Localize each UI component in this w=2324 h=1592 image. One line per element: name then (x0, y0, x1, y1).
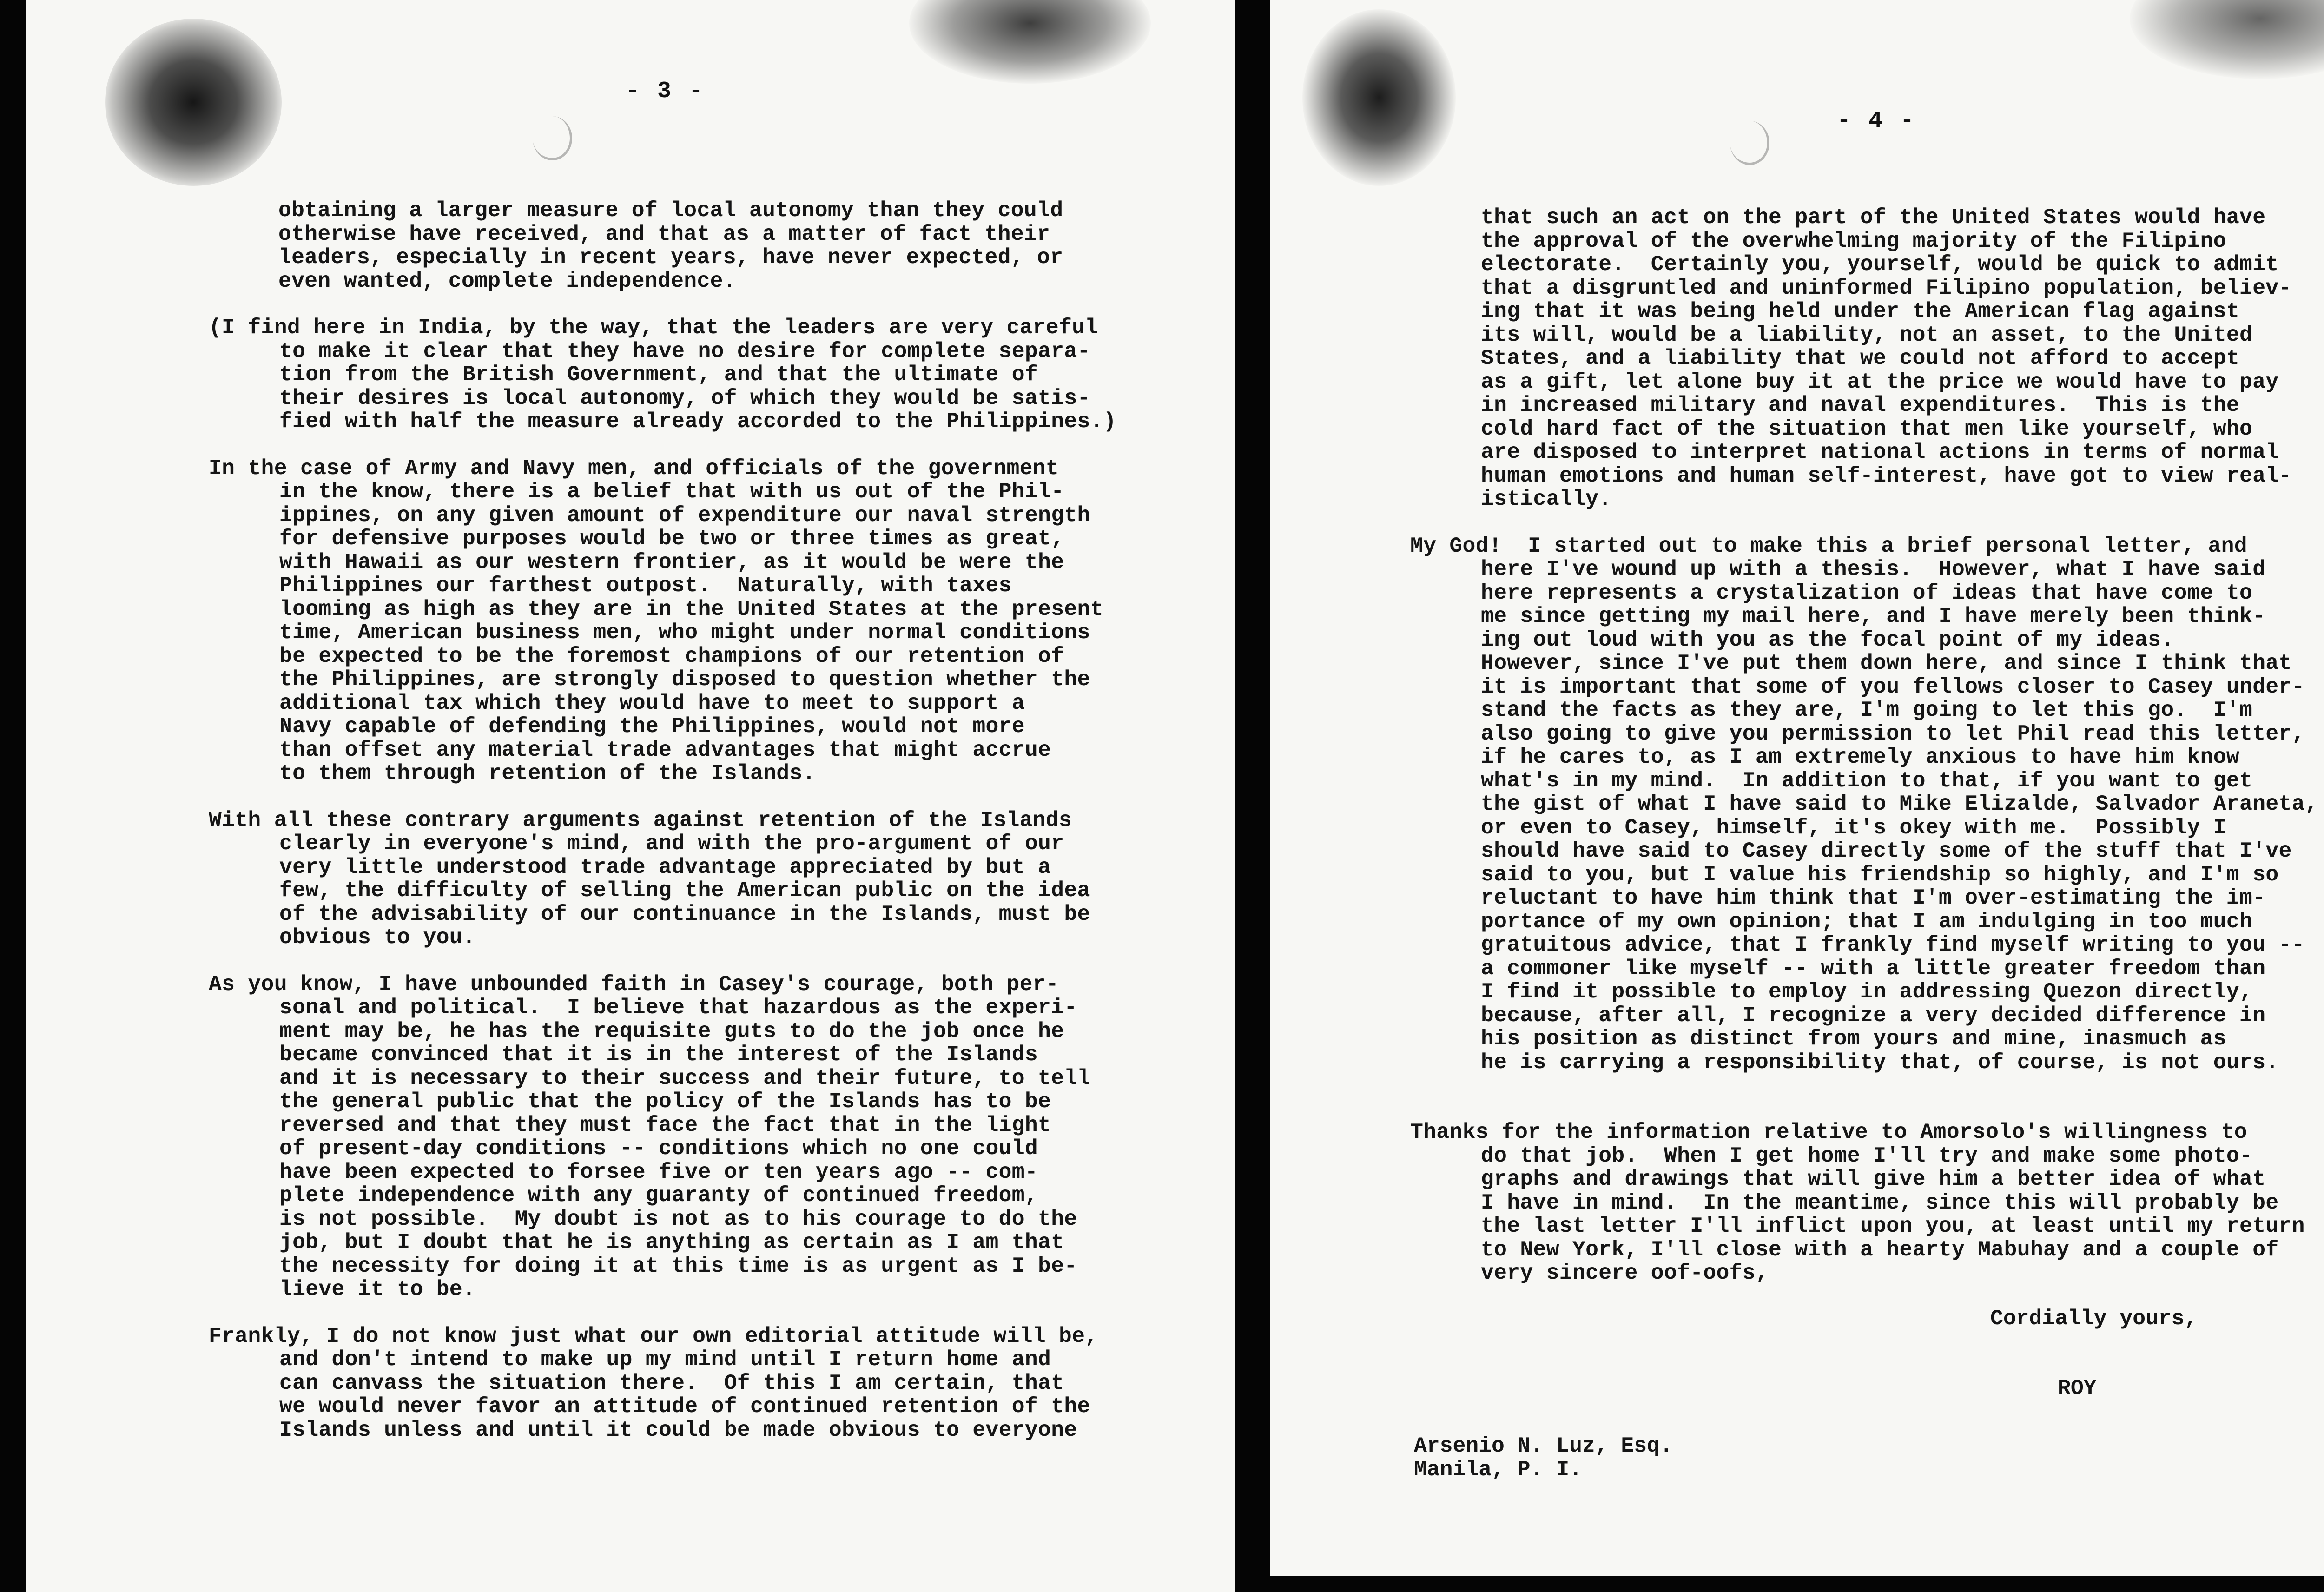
address-line: Manila, P. I. (1414, 1457, 1582, 1482)
text-line: sonal and political. I believe that hazardous as the experi- (279, 995, 1077, 1020)
ink-smudge (2130, 0, 2324, 79)
text-line: the gist of what I have said to Mike Elizalde, Salvador Araneta, (1481, 792, 2318, 816)
text-line: However, since I've put them down here, and since I think that (1481, 651, 2292, 675)
text-line: the last letter I'll inflict upon you, at least until my return (1481, 1214, 2305, 1238)
ink-smudge (105, 19, 282, 186)
paragraph-india-aside (209, 316, 1116, 434)
text-line: portance of my own opinion; that I am indulging in too much (1481, 909, 2253, 934)
text-line: istically. (1481, 487, 1612, 511)
text-line: his position as distinct from yours and mine, inasmuch as (1481, 1026, 2226, 1051)
text-line: that such an act on the part of the United States would have (1481, 205, 2266, 230)
text-line: have been expected to forsee five or ten years ago -- com- (279, 1159, 1038, 1184)
text-line: As you know, I have unbounded faith in Casey's courage, both per- (209, 971, 1059, 997)
text-line: Frankly, I do not know just what our own editorial attitude will be, (209, 1323, 1098, 1348)
text-line: electorate. Certainly you, yourself, would be quick to admit (1481, 252, 2279, 277)
paragraph-continuation (1410, 206, 2318, 511)
text-line: he is carrying a responsibility that, of course, is not ours. (1481, 1050, 2279, 1075)
text-line: very sincere oof-oofs, (1481, 1261, 1769, 1285)
text-line: are disposed to interpret national actions in terms of normal (1481, 440, 2279, 464)
text-line: because, after all, I recognize a very decided difference in (1481, 1003, 2266, 1028)
ink-smudge (909, 0, 1151, 84)
text-line: me since getting my mail here, and I have merely been think- (1481, 604, 2266, 628)
paper-mark (533, 116, 572, 160)
paragraph-my-god (1410, 535, 2318, 1075)
text-line: said to you, but I value his friendship so highly, and I'm so (1481, 862, 2279, 887)
paragraph-continuation (183, 199, 1116, 293)
text-line: plete independence with any guaranty of continued freedom, (279, 1183, 1038, 1208)
text-line: ing that it was being held under the American flag against (1481, 299, 2240, 324)
text-line: I have in mind. In the meantime, since this will probably be (1481, 1190, 2279, 1215)
text-line: obtaining a larger measure of local autonomy than they could (278, 198, 1063, 223)
text-line: clearly in everyone's mind, and with the pro-argument of our (279, 831, 1064, 856)
text-line: that a disgruntled and uninformed Filipino population, believ- (1481, 275, 2292, 300)
text-line: we would never favor an attitude of continued retention of the (279, 1394, 1090, 1419)
closing-salutation: Cordially yours, (1990, 1306, 2198, 1331)
text-line: Philippines our farthest outpost. Naturally, with taxes (279, 573, 1012, 598)
text-line: graphs and drawings that will give him a better idea of what (1481, 1167, 2266, 1191)
text-line: additional tax which they would have to meet to support a (279, 690, 1025, 715)
text-line: looming as high as they are in the United States at the present (279, 596, 1103, 621)
text-line: for defensive purposes would be two or three times as great, (279, 526, 1064, 551)
text-line: became convinced that it is in the interest of the Islands (279, 1042, 1038, 1067)
text-line: ippines, on any given amount of expenditure our naval strength (279, 502, 1090, 528)
text-line: to them through retention of the Islands. (279, 761, 816, 786)
text-line: the general public that the policy of the Islands has to be (279, 1089, 1051, 1114)
text-line: to New York, I'll close with a hearty Mabuhay and a couple of (1481, 1237, 2279, 1262)
text-line: ing out loud with you as the focal point of my ideas. (1481, 627, 2174, 652)
text-line: in the know, there is a belief that with us out of the Phil- (279, 479, 1064, 504)
text-line: the approval of the overwhelming majority of the Filipino (1481, 228, 2226, 253)
text-line: the necessity for doing it at this time is as urgent as I be- (279, 1253, 1077, 1278)
page-3-body (183, 199, 1116, 1465)
text-line: Navy capable of defending the Philippines, would not more (279, 714, 1025, 739)
page-number: - 3 - (626, 78, 705, 105)
text-line: be expected to be the foremost champions of our retention of (279, 643, 1064, 668)
text-line: reluctant to have him think that I'm over-estimating the im- (1481, 885, 2266, 910)
text-line: a commoner like myself -- with a little greater freedom than (1481, 956, 2266, 981)
text-line: than offset any material trade advantages that might accrue (279, 737, 1051, 762)
signature: ROY (2058, 1376, 2097, 1400)
text-line: here represents a crystalization of ideas that have come to (1481, 580, 2253, 605)
text-line: lieve it to be. (279, 1277, 476, 1301)
text-line: very little understood trade advantage appreciated by but a (279, 854, 1051, 879)
text-line: reversed and that they must face the fact that in the light (279, 1112, 1051, 1137)
text-line: should have said to Casey directly some of the stuff that I've (1481, 839, 2292, 863)
text-line: cold hard fact of the situation that men like yourself, who (1481, 416, 2253, 441)
text-line: With all these contrary arguments against retention of the Islands (209, 807, 1072, 832)
text-line: and don't intend to make up my mind until I return home and (279, 1347, 1051, 1372)
text-line: few, the difficulty of selling the American public on the idea (279, 878, 1090, 903)
text-line: fied with half the measure already accorded to the Philippines.) (279, 409, 1116, 434)
letter-page-4 (1270, 0, 2324, 1576)
text-line: My God! I started out to make this a brief personal letter, and (1410, 533, 2247, 558)
text-line: of the advisability of our continuance in the Islands, must be (279, 901, 1090, 926)
ink-smudge (1302, 9, 1456, 186)
text-line: even wanted, complete independence. (278, 268, 736, 293)
text-line: States, and a liability that we could not afford to accept (1481, 346, 2240, 370)
text-line: to make it clear that they have no desire for complete separa- (279, 338, 1090, 363)
text-line: time, American business men, who might under normal conditions (279, 620, 1090, 645)
text-line: what's in my mind. In addition to that, if you want to get (1481, 768, 2253, 793)
text-line: otherwise have received, and that as a matter of fact their (278, 221, 1050, 246)
page-4-body (1410, 206, 2318, 1308)
text-line: as a gift, let alone buy it at the price we would have to pay (1481, 369, 2279, 394)
page-number: - 4 - (1837, 108, 1916, 134)
text-line: gratuitous advice, that I frankly find myself writing to you -- (1481, 932, 2305, 957)
paragraph-thanks (1410, 1121, 2318, 1285)
address-line: Arsenio N. Luz, Esq. (1414, 1433, 1673, 1458)
text-line: (I find here in India, by the way, that the leaders are very careful (209, 315, 1098, 340)
text-line: obvious to you. (279, 925, 476, 950)
paragraph-casey-courage (209, 973, 1116, 1301)
text-line: and it is necessary to their success and their future, to tell (279, 1065, 1090, 1090)
text-line: of present-day conditions -- conditions which no one could (279, 1136, 1038, 1161)
paper-mark (1730, 121, 1769, 165)
recipient-address (1414, 1434, 1673, 1481)
text-line: leaders, especially in recent years, have never expected, or (278, 245, 1063, 270)
text-line: their desires is local autonomy, of which they would be satis- (279, 385, 1090, 410)
text-line: job, but I doubt that he is anything as certain as I am that (279, 1230, 1064, 1255)
text-line: it is important that some of you fellows closer to Casey under- (1481, 674, 2305, 699)
text-line: in increased military and naval expenditures. This is the (1481, 393, 2240, 417)
text-line: if he cares to, as I am extremely anxious to have him know (1481, 745, 2240, 769)
text-line: stand the facts as they are, I'm going to let this go. I'm (1481, 698, 2253, 722)
text-line: do that job. When I get home I'll try and make some photo- (1481, 1143, 2253, 1168)
text-line: human emotions and human self-interest, have got to view real- (1481, 463, 2292, 488)
paragraph-army-navy (209, 457, 1116, 786)
text-line: can canvass the situation there. Of this I am certain, that (279, 1370, 1064, 1395)
text-line: tion from the British Government, and that the ultimate of (279, 362, 1038, 387)
text-line: In the case of Army and Navy men, and officials of the government (209, 456, 1059, 481)
paragraph-contrary-arguments (209, 809, 1116, 950)
text-line: Islands unless and until it could be made obvious to everyone (279, 1417, 1077, 1442)
text-line: the Philippines, are strongly disposed to question whether the (279, 667, 1090, 692)
text-line: also going to give you permission to let Phil read this letter, (1481, 721, 2305, 746)
text-line: here I've wound up with a thesis. However, what I have said (1481, 557, 2266, 581)
paragraph-frankly (209, 1325, 1116, 1442)
text-line: its will, would be a liability, not an asset, to the United (1481, 322, 2253, 347)
text-line: or even to Casey, himself, it's okey with me. Possibly I (1481, 815, 2226, 840)
text-line: Thanks for the information relative to Amorsolo's willingness to (1410, 1120, 2247, 1144)
text-line: I find it possible to employ in addressing Quezon directly, (1481, 979, 2253, 1004)
letter-page-3 (26, 0, 1235, 1592)
text-line: with Hawaii as our western frontier, as it would be were the (279, 549, 1064, 575)
text-line: is not possible. My doubt is not as to his courage to do the (279, 1206, 1077, 1231)
text-line: ment may be, he has the requisite guts to do the job once he (279, 1018, 1064, 1044)
